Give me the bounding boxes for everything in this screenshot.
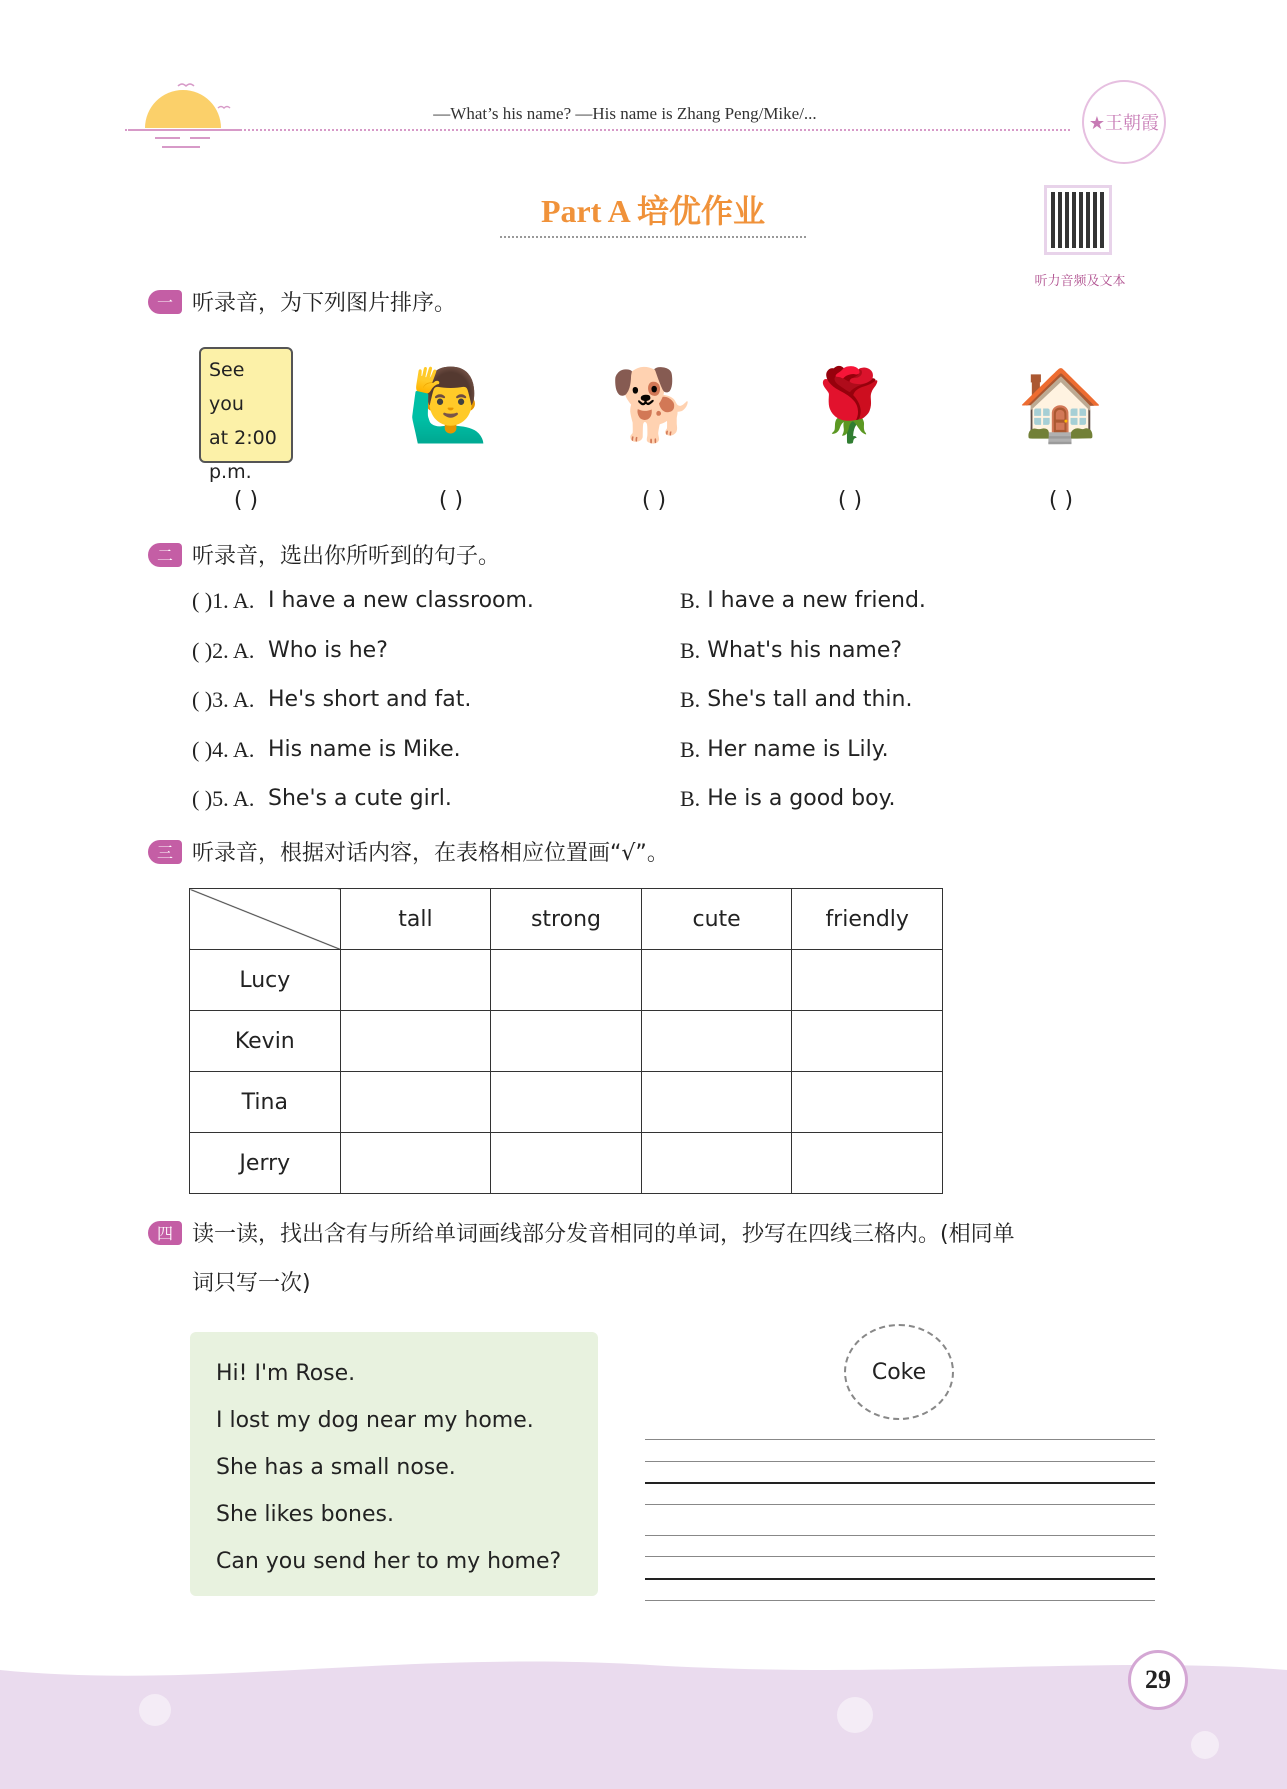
qr-code[interactable]	[1044, 185, 1112, 255]
writing-line[interactable]	[645, 1461, 1155, 1462]
answer-blank[interactable]: ( )	[233, 488, 259, 513]
section-title: 听录音，选出你所听到的句子。	[192, 544, 501, 569]
picture-rose: 🌹	[806, 363, 894, 446]
publisher-logo: ★王朝霞	[1082, 80, 1166, 164]
answer-blank[interactable]: ( )	[641, 488, 667, 513]
section-2-heading	[148, 539, 500, 570]
picture-man-waving: 🙋‍♂️	[407, 363, 495, 446]
trait-table: tall strong cute friendly Lucy Kevin Tina Jerry	[189, 888, 943, 1194]
writing-line[interactable]	[645, 1578, 1155, 1580]
picture-note: See you at 2:00 p.m.	[191, 342, 301, 468]
section-3-heading	[148, 836, 669, 867]
writing-line[interactable]	[645, 1535, 1155, 1536]
picture-house: 🏠	[1017, 363, 1105, 446]
section-1-heading	[148, 286, 456, 317]
answer-blank[interactable]: ( )	[1048, 488, 1074, 513]
section-badge: 三	[148, 840, 182, 864]
answer-blank[interactable]: ( )	[837, 488, 863, 513]
target-word-bubble: Coke	[844, 1324, 954, 1420]
picture-dog: 🐕	[610, 363, 698, 446]
section-4-heading	[148, 1217, 1015, 1248]
question-item: ( )3. A. He's short and fat. B. She's tall and thin.	[192, 687, 913, 712]
header-text: —What’s his name? —His name is Zhang Peng/Mike/...	[433, 104, 817, 123]
section-4-title-cont: 词只写一次)	[192, 1271, 311, 1296]
header-divider	[125, 129, 1070, 131]
section-title: 听录音，根据对话内容，在表格相应位置画“√”。	[192, 841, 669, 866]
section-badge: 四	[148, 1221, 182, 1245]
question-item: ( )2. A. Who is he? B. What's his name?	[192, 638, 903, 663]
writing-line[interactable]	[645, 1504, 1155, 1505]
qr-caption: 听力音频及文本	[1034, 274, 1126, 289]
answer-blank[interactable]: ( )	[438, 488, 464, 513]
question-item: ( )1. A. I have a new classroom. B. I have a new friend.	[192, 588, 926, 613]
writing-line[interactable]	[645, 1439, 1155, 1440]
section-title: 听录音，为下列图片排序。	[192, 291, 457, 316]
writing-line[interactable]	[645, 1556, 1155, 1557]
writing-line[interactable]	[645, 1600, 1155, 1601]
writing-line[interactable]	[645, 1482, 1155, 1484]
page-title: Part A 培优作业	[500, 186, 806, 238]
reading-passage: Hi! I'm Rose. I lost my dog near my home. She has a small nose. She likes bones. Can you send her to my home?	[190, 1332, 598, 1596]
question-item: ( )4. A. His name is Mike. B. Her name is Lily.	[192, 737, 889, 762]
section-badge: 一	[148, 290, 182, 314]
section-title: 读一读，找出含有与所给单词画线部分发音相同的单词，抄写在四线三格内。(相同单	[192, 1222, 1015, 1247]
page-number: 29	[1128, 1650, 1188, 1710]
section-badge: 二	[148, 543, 182, 567]
footer-wave	[0, 1650, 1287, 1789]
question-item: ( )5. A. She's a cute girl. B. He is a good boy.	[192, 786, 896, 811]
